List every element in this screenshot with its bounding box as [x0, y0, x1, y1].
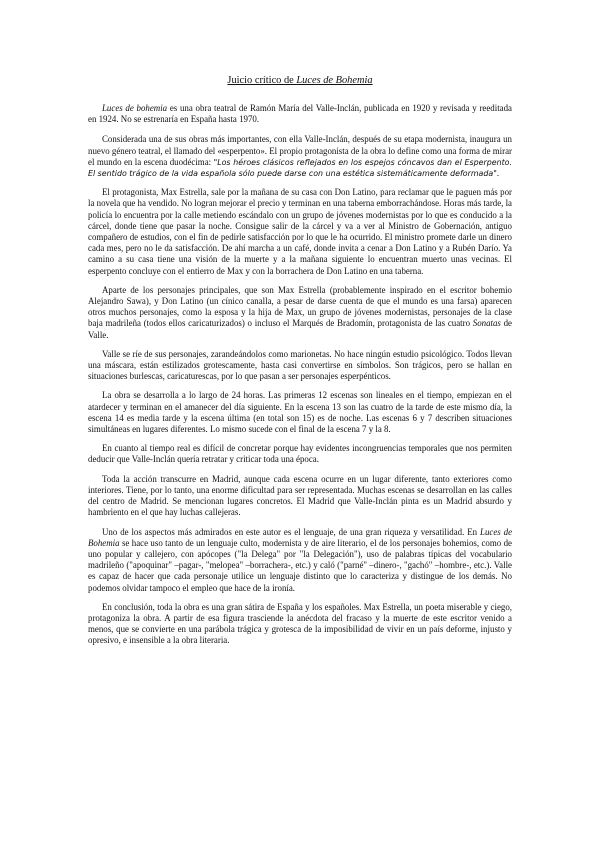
paragraph-puppets: Valle se ríe de sus personajes, zarandeándolos como marionetas. No hace ningún estudio psicológico. Todos llevan una máscara, están estilizados grotescamente, hasta casi convertirse en símbolos. Son trágicos, pero se hallan en situaciones burlescas, caricaturescas, por lo que pasan a ser personajes esperpénticos. [88, 348, 512, 382]
esperpento-quote: "Los héroes clásicos reflejados en los espejos cóncavos dan el Esperpento. El sentido trágico de la vida española sólo puede darse con una estética sistemáticamente deformada" [88, 157, 513, 179]
sonatas-italic: Sonatas [472, 318, 501, 329]
paragraph-intro-text: es una obra teatral de Ramón María del Valle-Inclán, publicada en 1920 y revisada y reeditada en 1924. No se estrenaría en España hasta 1970. [88, 103, 512, 125]
work-title-italic: Luces de bohemia [102, 103, 168, 113]
paragraph-setting: Toda la acción transcurre en Madrid, aunque cada escena ocurre en un lugar diferente, tanto exteriores como interiores. Tiene, por lo tanto, una enorme dificultad para ser representada. Muchas escenas se desarrollan en las calles del centro de Madrid. Se mencionan lugares concretos. El Madrid que Valle-Inclán pinta es un Madrid absurdo y hambriento en el que hay luchas callejeras. [88, 473, 512, 518]
paragraph-time-structure: La obra se desarrolla a lo largo de 24 horas. Las primeras 12 escenas son lineales en el tiempo, empiezan en el atardecer y terminan en el amanecer del día siguiente. En la escena 13 son las cuatro de la tarde de este mismo día, la escena 14 es media tarde y la escena última (en total son 15) es de noche. Las escenas 6 y 7 describen situaciones simultáneas en lugares diferentes. Lo mismo sucede con el final de la escena 7 y la 8. [88, 390, 512, 435]
luces-italic: Luces de Bohemia [88, 526, 513, 548]
title-prefix: Juicio crítico de [227, 75, 297, 86]
paragraph-esperpento [88, 134, 512, 179]
paragraph-characters-end: de Valle. [88, 318, 512, 340]
paragraph-language-a: Uno de los aspectos más admirados en este autor es el lenguaje, de una gran riqueza y versatilidad. En [102, 526, 481, 537]
paragraph-esperpento-text: Considerada una de sus obras más importantes, con ella Valle-Inclán, después de su etapa modernista, inaugura un nuevo género teatral, el llamado del «esperpento». El propio protagonista de la obra lo define como una forma de mirar el mundo en la escena duodécima: [88, 134, 512, 167]
paragraph-language-b: se hace uso tanto de un lenguaje culto, modernista y de aire literario, el de los personajes bohemios, como de uno popular y callejero, con apócopes ("la Delega" por "la Delegación"), uso de palabras típicas del vocabulario madrileño ("apoquinar" –pagar-, "melopea" –borrachera-, etc.) y caló ("parné" –dinero-, "gachó" –hombre-, etc.). Valle es capaz de hacer que cada personaje utilice un lenguaje distinto que lo caracteriza y distingue de los demás. No podemos olvidar tampoco el empleo que hace de la ironía. [88, 537, 512, 593]
paragraph-plot: El protagonista, Max Estrella, sale por la mañana de su casa con Don Latino, para reclamar que le paguen más por la novela que ha vendido. No logran mejorar el precio y terminan en una taberna emborrachándose. Horas más tarde, la policía lo encuentra por la calle metiendo escándalo con un grupo de jóvenes modernistas por lo que es conducido a la cárcel, donde tiene que pasar la noche. Consigue salir de la cárcel y va a ver al Ministro de Gobernación, antiguo compañero de estudios, con el fin de pedirle satisfacción por lo que le ha ocurrido. El ministro promete darle un dinero cada mes, pero no le da satisfacción. De ahí marcha a un café, donde invita a cenar a Don Latino y a Rubén Darío. Ya camino a su casa tiene una visión de la muerte y a la mañana siguiente lo encuentran muerto unas vecinas. El esperpento concluye con el entierro de Max y con la borrachera de Don Latino en una taberna. [88, 187, 512, 276]
title-italic: Luces de Bohemia [296, 75, 373, 86]
paragraph-real-time: En cuanto al tiempo real es difícil de concretar porque hay evidentes incongruencias temporales que nos permiten deducir que Valle-Inclán quería retratar y criticar toda una época. [88, 443, 512, 465]
paragraph-language [88, 527, 512, 594]
paragraph-characters [88, 285, 512, 341]
paragraph-intro [88, 103, 512, 125]
paragraph-conclusion: En conclusión, toda la obra es una gran sátira de España y los españoles. Max Estrella, un poeta miserable y ciego, protagoniza la obra. A partir de esa figura trasciende la anécdota del fracaso y la muerte de este escritor venido a menos, que se convierte en una parábola trágica y grotesca de la imposibilidad de vivir en un país deforme, injusto y opresivo, e insensible a la obra literaria. [88, 601, 512, 646]
paragraph-characters-text: Aparte de los personajes principales, que son Max Estrella (probablemente inspirado en el escritor bohemio Alejandro Sawa), y Don Latino (un cínico canalla, a pesar de darse cuenta de que el mundo es una farsa) aparecen otros muchos personajes, como la esposa y la hija de Max, un grupo de jóvenes modernistas, personajes de la clase baja madrileña (todos ellos caricaturizados) o incluso el Marqués de Bradomín, protagonista de las cuatro [88, 284, 512, 329]
paragraph-esperpento-end: . [496, 168, 500, 179]
document-page [88, 74, 512, 655]
document-title [88, 74, 512, 87]
